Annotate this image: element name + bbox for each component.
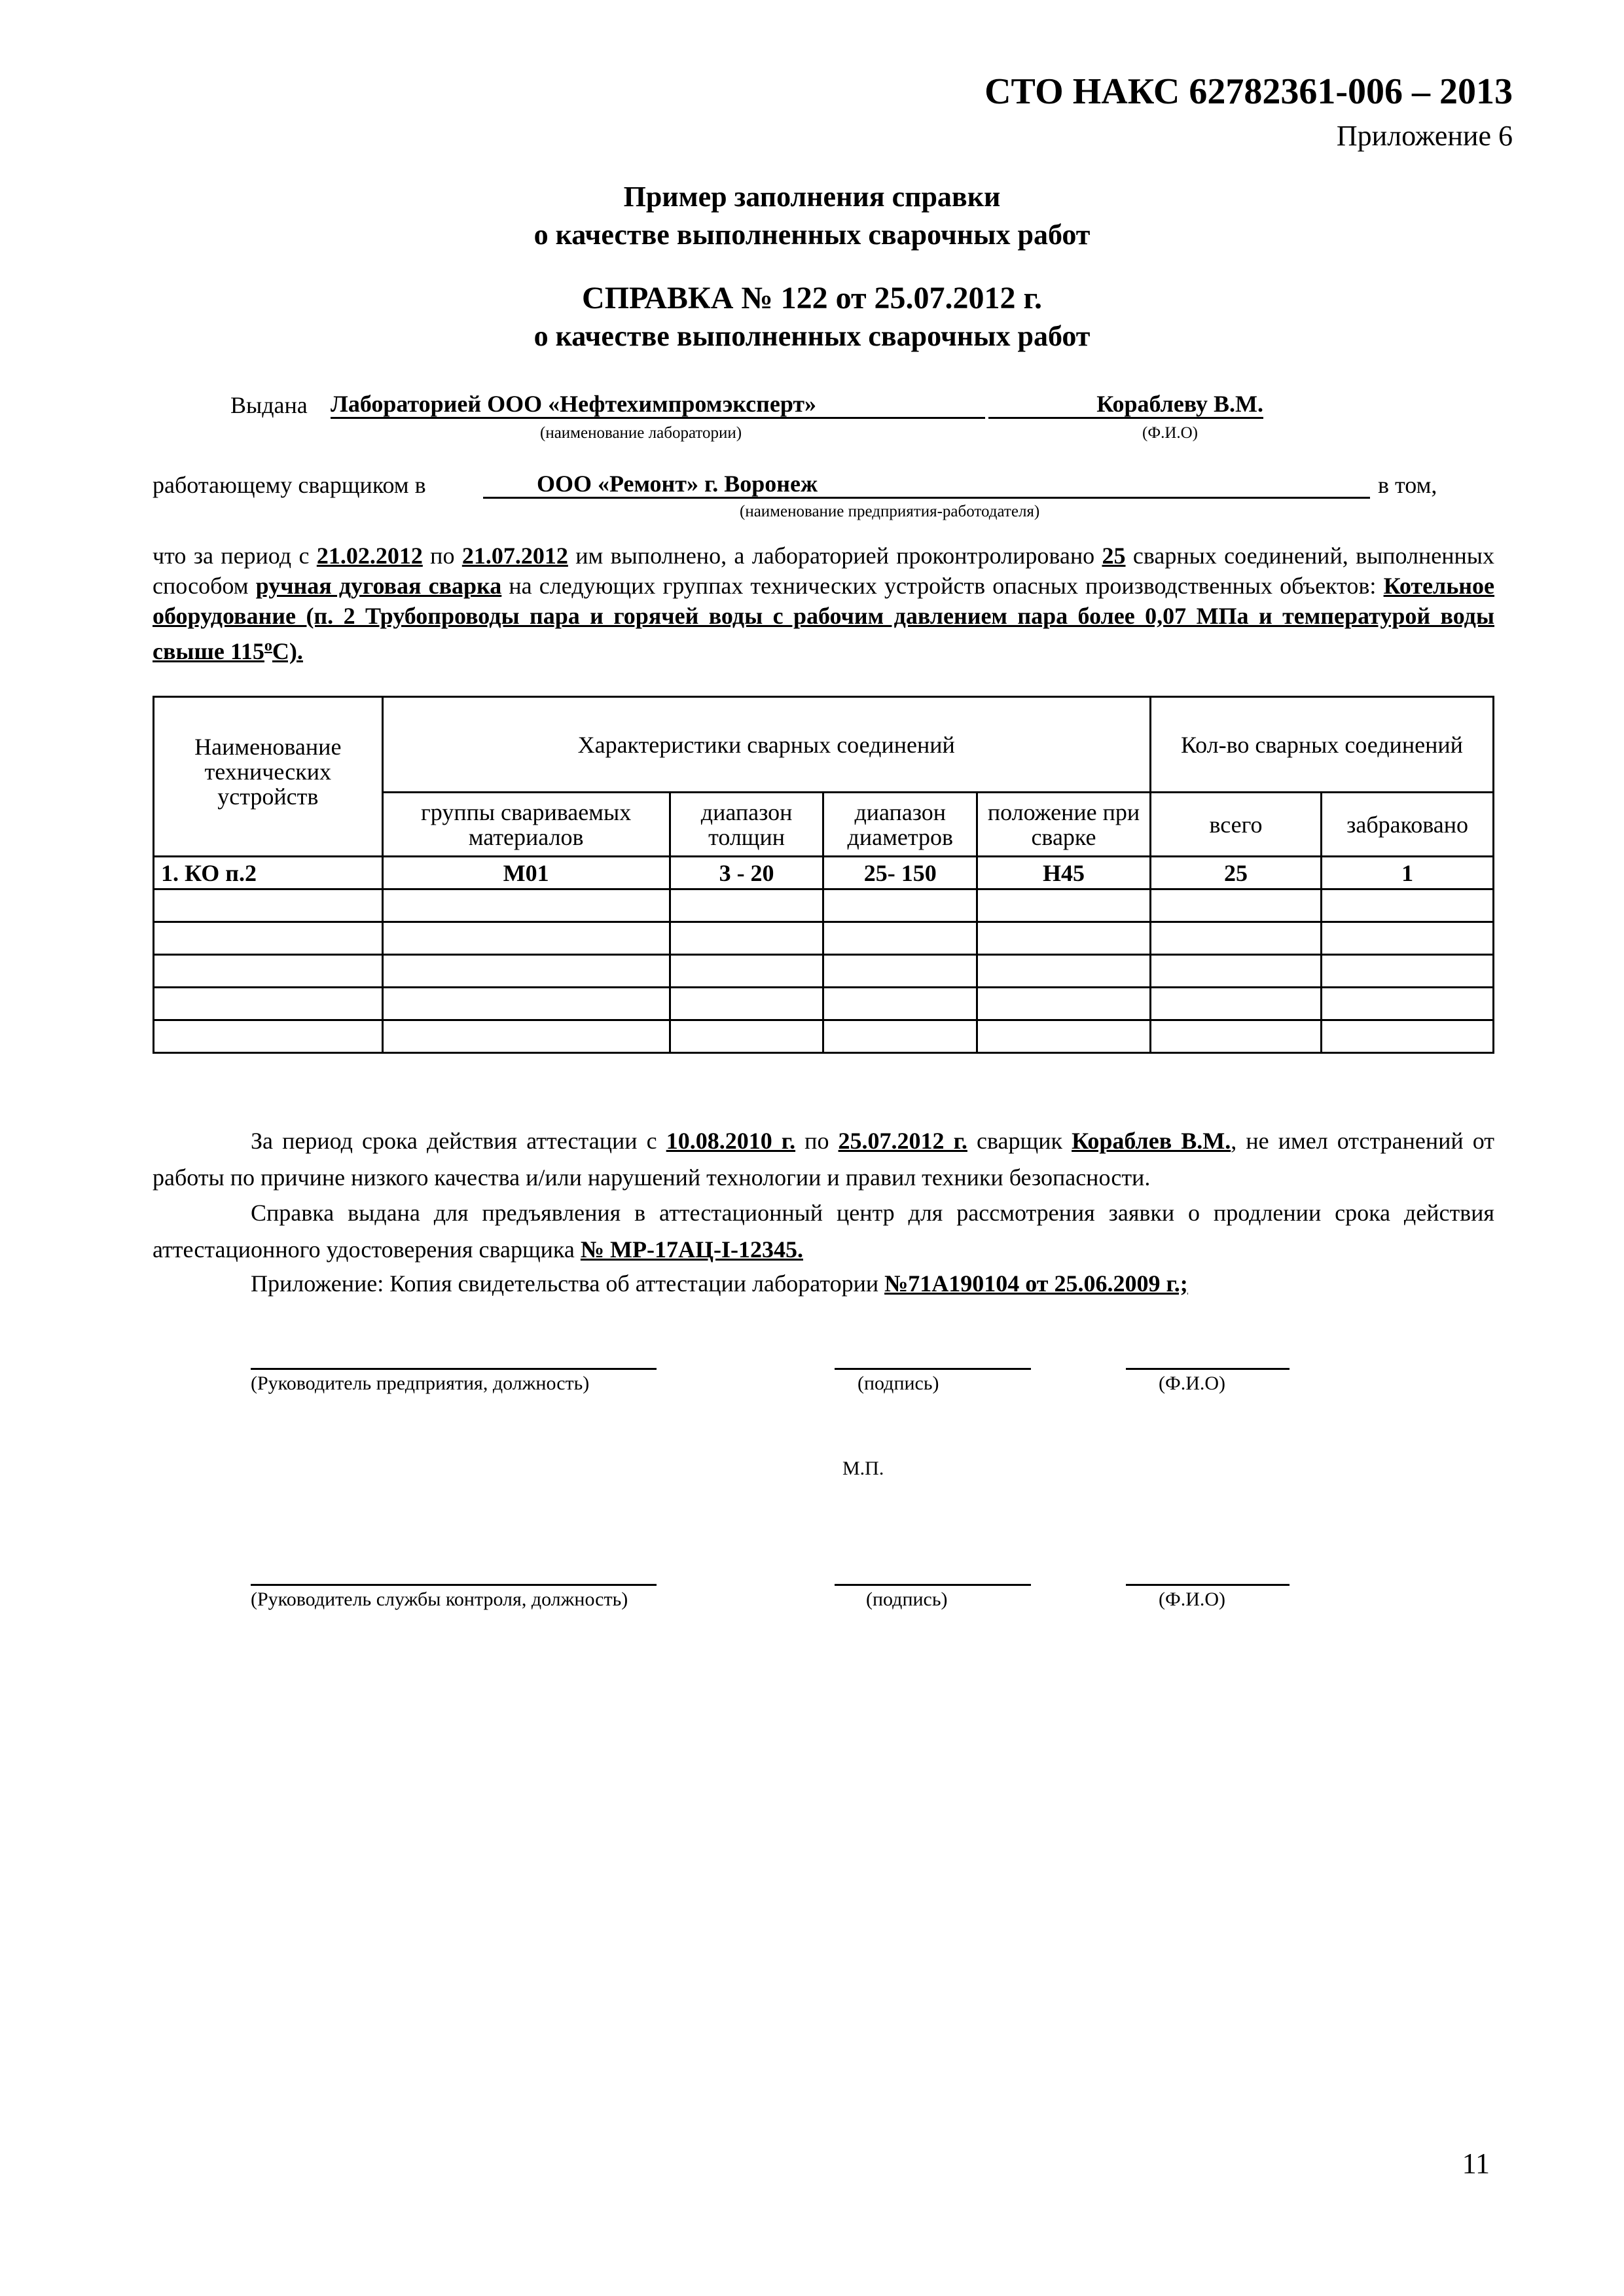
table-cell [1150, 889, 1321, 922]
table-cell [977, 889, 1151, 922]
p1-text-3: им выполнено, а лабораторией проконтролировано [568, 543, 1102, 569]
welds-table [153, 696, 1494, 1054]
table-cell [1150, 955, 1321, 988]
table-cell [823, 922, 977, 955]
degree-sign: о [264, 637, 272, 655]
table-cell: М01 [382, 857, 670, 889]
table-cell [382, 955, 670, 988]
table-cell [1150, 922, 1321, 955]
table-cell [977, 922, 1151, 955]
col-header-materials: группы свариваемых материалов [382, 793, 670, 857]
period-date-to: 21.07.2012 [461, 543, 568, 569]
table-cell: 25- 150 [823, 857, 977, 889]
table-cell [154, 988, 383, 1020]
table-row [154, 955, 1494, 988]
control-role-line [251, 1584, 657, 1586]
table-cell [382, 889, 670, 922]
control-fio-caption: (Ф.И.О) [1159, 1588, 1226, 1610]
control-signature-caption: (подпись) [866, 1588, 948, 1610]
table-cell [1322, 955, 1494, 988]
p1-text-4: сварных соединений, выполненных способом [153, 543, 1494, 599]
head-role-line [251, 1368, 657, 1370]
example-title-line1: Пример заполнения справки [623, 181, 1001, 213]
table-cell [823, 889, 977, 922]
table-cell [823, 1020, 977, 1053]
welder-fio-field [988, 390, 1263, 419]
table-cell [823, 955, 977, 988]
certificate-subtitle: о качестве выполненных сварочных работ [533, 320, 1091, 352]
col-header-device: Наименование технических устройств [154, 697, 383, 857]
control-signature-line [835, 1584, 1031, 1586]
equipment-groups-end: С). [272, 638, 303, 664]
laboratory-caption: (наименование лаборатории) [540, 424, 742, 442]
table-row [154, 1020, 1494, 1053]
employer-caption: (наименование предприятия-работодателя) [740, 503, 1040, 520]
p1-text-2: по [422, 543, 462, 569]
table-cell [154, 922, 383, 955]
col-header-total: всего [1150, 793, 1321, 857]
attachment-value: №71А190104 от 25.06.2009 г.; [884, 1270, 1188, 1297]
head-signature-line [835, 1368, 1031, 1370]
head-role-caption: (Руководитель предприятия, должность) [251, 1372, 590, 1394]
p2-text-1: За период срока действия аттестации с [251, 1128, 666, 1154]
col-header-rejected: забраковано [1322, 793, 1494, 857]
table-cell [154, 1020, 383, 1053]
attachment-paragraph [251, 1270, 1188, 1297]
welder-fio-value: Кораблеву В.М. [988, 391, 1263, 419]
table-cell [1322, 988, 1494, 1020]
page-number: 11 [1462, 2147, 1490, 2179]
col-header-position: положение при сварке [977, 793, 1151, 857]
control-fio-line [1126, 1584, 1290, 1586]
table-row [154, 857, 1494, 889]
employer-suffix: в том, [1378, 472, 1437, 498]
col-header-diameter: диапазон диаметров [823, 793, 977, 857]
attestation-date-to: 25.07.2012 г. [838, 1128, 967, 1154]
table-cell: 3 - 20 [670, 857, 823, 889]
attestation-paragraph [153, 1122, 1494, 1196]
employer-value: ООО «Ремонт» г. Воронеж [483, 471, 1370, 499]
example-title-line2: о качестве выполненных сварочных работ [533, 219, 1091, 251]
table-row [154, 922, 1494, 955]
table-cell: 1 [1322, 857, 1494, 889]
table-cell [1322, 922, 1494, 955]
p4-text-1: Приложение: Копия свидетельства об аттестации лаборатории [251, 1270, 885, 1297]
p2-text-4: , не имел отстранений от работы по причине низкого качества и/или нарушений технологии и правил техники безопасности. [153, 1128, 1495, 1191]
table-cell: 25 [1150, 857, 1321, 889]
table-cell [977, 1020, 1151, 1053]
joints-count: 25 [1102, 543, 1126, 569]
period-paragraph [153, 541, 1494, 666]
equipment-groups: Котельное оборудование (п. 2 Трубопроводы пара и горячей воды с рабочим давлением пара более 0,07 МПа и температурой воды свыше 115 [153, 573, 1495, 664]
table-cell [382, 1020, 670, 1053]
table-cell [1322, 889, 1494, 922]
stamp-place: М.П. [842, 1458, 884, 1479]
p3-text-1: Справка выдана для предъявления в аттестационный центр для рассмотрения заявки о продлении срока действия аттестационного удостоверения сварщика [153, 1200, 1494, 1263]
employer-prefix: работающему сварщиком в [153, 472, 426, 498]
laboratory-field [331, 390, 985, 419]
fio-caption: (Ф.И.О) [1142, 424, 1199, 442]
head-signature-caption: (подпись) [857, 1372, 939, 1394]
table-cell: 1. КО п.2 [154, 857, 383, 889]
col-group-characteristics: Характеристики сварных соединений [382, 697, 1150, 793]
table-cell [670, 955, 823, 988]
welder-certificate-number: № МР-17АЦ-I-12345. [580, 1236, 803, 1263]
table-row [154, 889, 1494, 922]
table-cell [1150, 1020, 1321, 1053]
p2-text-2: по [795, 1128, 839, 1154]
table-cell [977, 988, 1151, 1020]
table-cell: Н45 [977, 857, 1151, 889]
period-date-from: 21.02.2012 [316, 543, 423, 569]
control-role-caption: (Руководитель службы контроля, должность) [251, 1588, 628, 1610]
appendix-label: Приложение 6 [1336, 120, 1513, 152]
attestation-date-from: 10.08.2010 г. [666, 1128, 796, 1154]
p1-text-1: что за период с [153, 543, 317, 569]
p1-text-5: на следующих группах технических устройств опасных производственных объектов: [501, 573, 1384, 599]
table-row [154, 988, 1494, 1020]
employer-field [483, 470, 1370, 499]
table-cell [1150, 988, 1321, 1020]
document-code: СТО НАКС 62782361-006 – 2013 [984, 71, 1513, 112]
table-cell [670, 922, 823, 955]
col-header-thickness: диапазон толщин [670, 793, 823, 857]
certificate-title: СПРАВКА № 122 от 25.07.2012 г. [582, 281, 1042, 315]
table-cell [977, 955, 1151, 988]
issued-label: Выдана [230, 392, 308, 418]
table-cell [382, 922, 670, 955]
table-cell [823, 988, 977, 1020]
table-cell [154, 889, 383, 922]
head-fio-line [1126, 1368, 1290, 1370]
table-cell [670, 889, 823, 922]
table-cell [154, 955, 383, 988]
col-group-count: Кол-во сварных соединений [1150, 697, 1493, 793]
laboratory-value: Лабораторией ООО «Нефтехимпромэксперт» [331, 391, 985, 419]
table-cell [382, 988, 670, 1020]
welder-name: Кораблев В.М. [1072, 1128, 1231, 1154]
p2-text-3: сварщик [967, 1128, 1072, 1154]
purpose-paragraph [153, 1194, 1494, 1268]
welding-method: ручная дуговая сварка [255, 573, 502, 599]
table-cell [670, 988, 823, 1020]
head-fio-caption: (Ф.И.О) [1159, 1372, 1226, 1394]
table-cell [670, 1020, 823, 1053]
table-cell [1322, 1020, 1494, 1053]
